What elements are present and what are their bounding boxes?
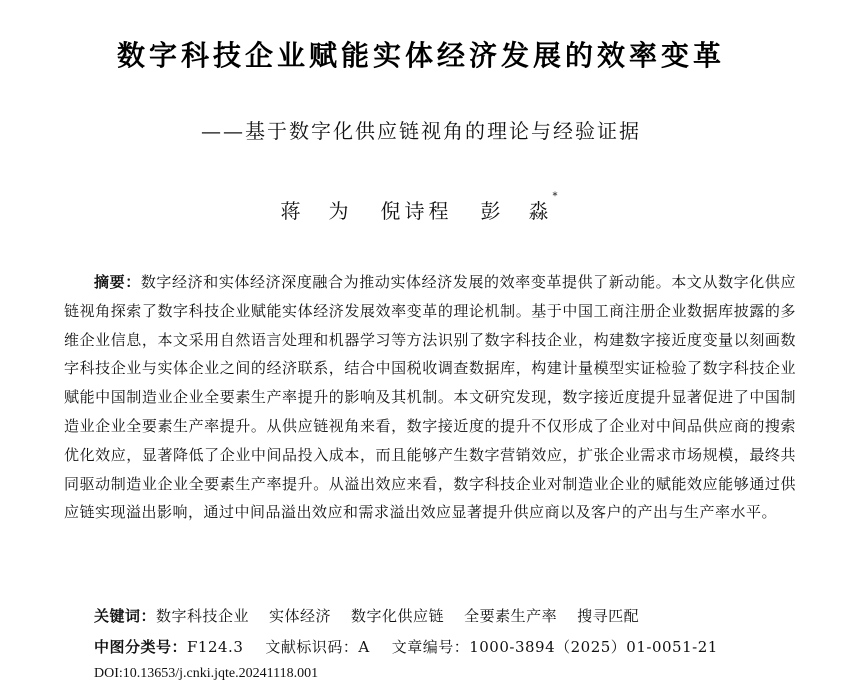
classification-line (94, 636, 718, 657)
keyword: 数字化供应链 (351, 607, 445, 625)
keyword: 全要素生产率 (464, 607, 558, 625)
abstract (64, 268, 796, 527)
paper-title: 数字科技企业赋能实体经济发展的效率变革 (116, 39, 725, 72)
document-code: 文献标识码：A (265, 638, 370, 656)
keyword: 搜寻匹配 (577, 607, 640, 625)
author-list (0, 191, 842, 224)
keyword: 数字科技企业 (156, 607, 250, 625)
abstract-text: 数字经济和实体经济深度融合为推动实体经济发展的效率变革提供了新动能。本文从数字化供应链视角探索了数字科技企业赋能实体经济发展效率变革的理论机制。基于中国工商注册企业数据库披露的多维企业信息，本文采用自然语言处理和机器学习等方法识别了数字科技企业，构建数字接近度变量以刻画数字科技企业与实体企业之间的经济联系，结合中国税收调查数据库，构建计量模型实证检验了数字科技企业赋能中国制造业企业全要素生产率提升的影响及其机制。本文研究发现，数字接近度提升显著促进了中国制造业企业全要素生产率提升。从供应链视角来看，数字接近度的提升不仅形成了企业对中间品供应商的搜索优化效应，显著降低了企业中间品投入成本，而且能够产生数字营销效应，扩张企业需求市场规模，最终共同驱动制造业企业全要素生产率提升。从溢出效应来看，数字科技企业对制造业企业的赋能效应能够通过供应链实现溢出影响，通过中间品溢出效应和需求溢出效应显著提升供应商以及客户的产出与生产率水平。 (64, 273, 796, 522)
paper-subtitle: ——基于数字化供应链视角的理论与经验证据 (201, 119, 641, 143)
author-name: 蒋 为 (280, 199, 353, 223)
author-footnote-mark: * (552, 191, 562, 202)
article-number: 文章编号：1000-3894（2025）01-0051-21 (391, 638, 718, 656)
keyword: 实体经济 (269, 607, 332, 625)
keywords (94, 605, 659, 626)
keywords-label: 关键词： (94, 607, 157, 625)
clc-label: 中图分类号： (94, 638, 188, 656)
abstract-label: 摘要： (94, 273, 141, 291)
clc-value: F124.3 (187, 638, 244, 656)
author-name: 倪诗程 (380, 199, 453, 223)
author-name: 彭 淼 (480, 199, 553, 223)
doi[interactable]: DOI:10.13653/j.cnki.jqte.20241118.001 (94, 666, 319, 681)
